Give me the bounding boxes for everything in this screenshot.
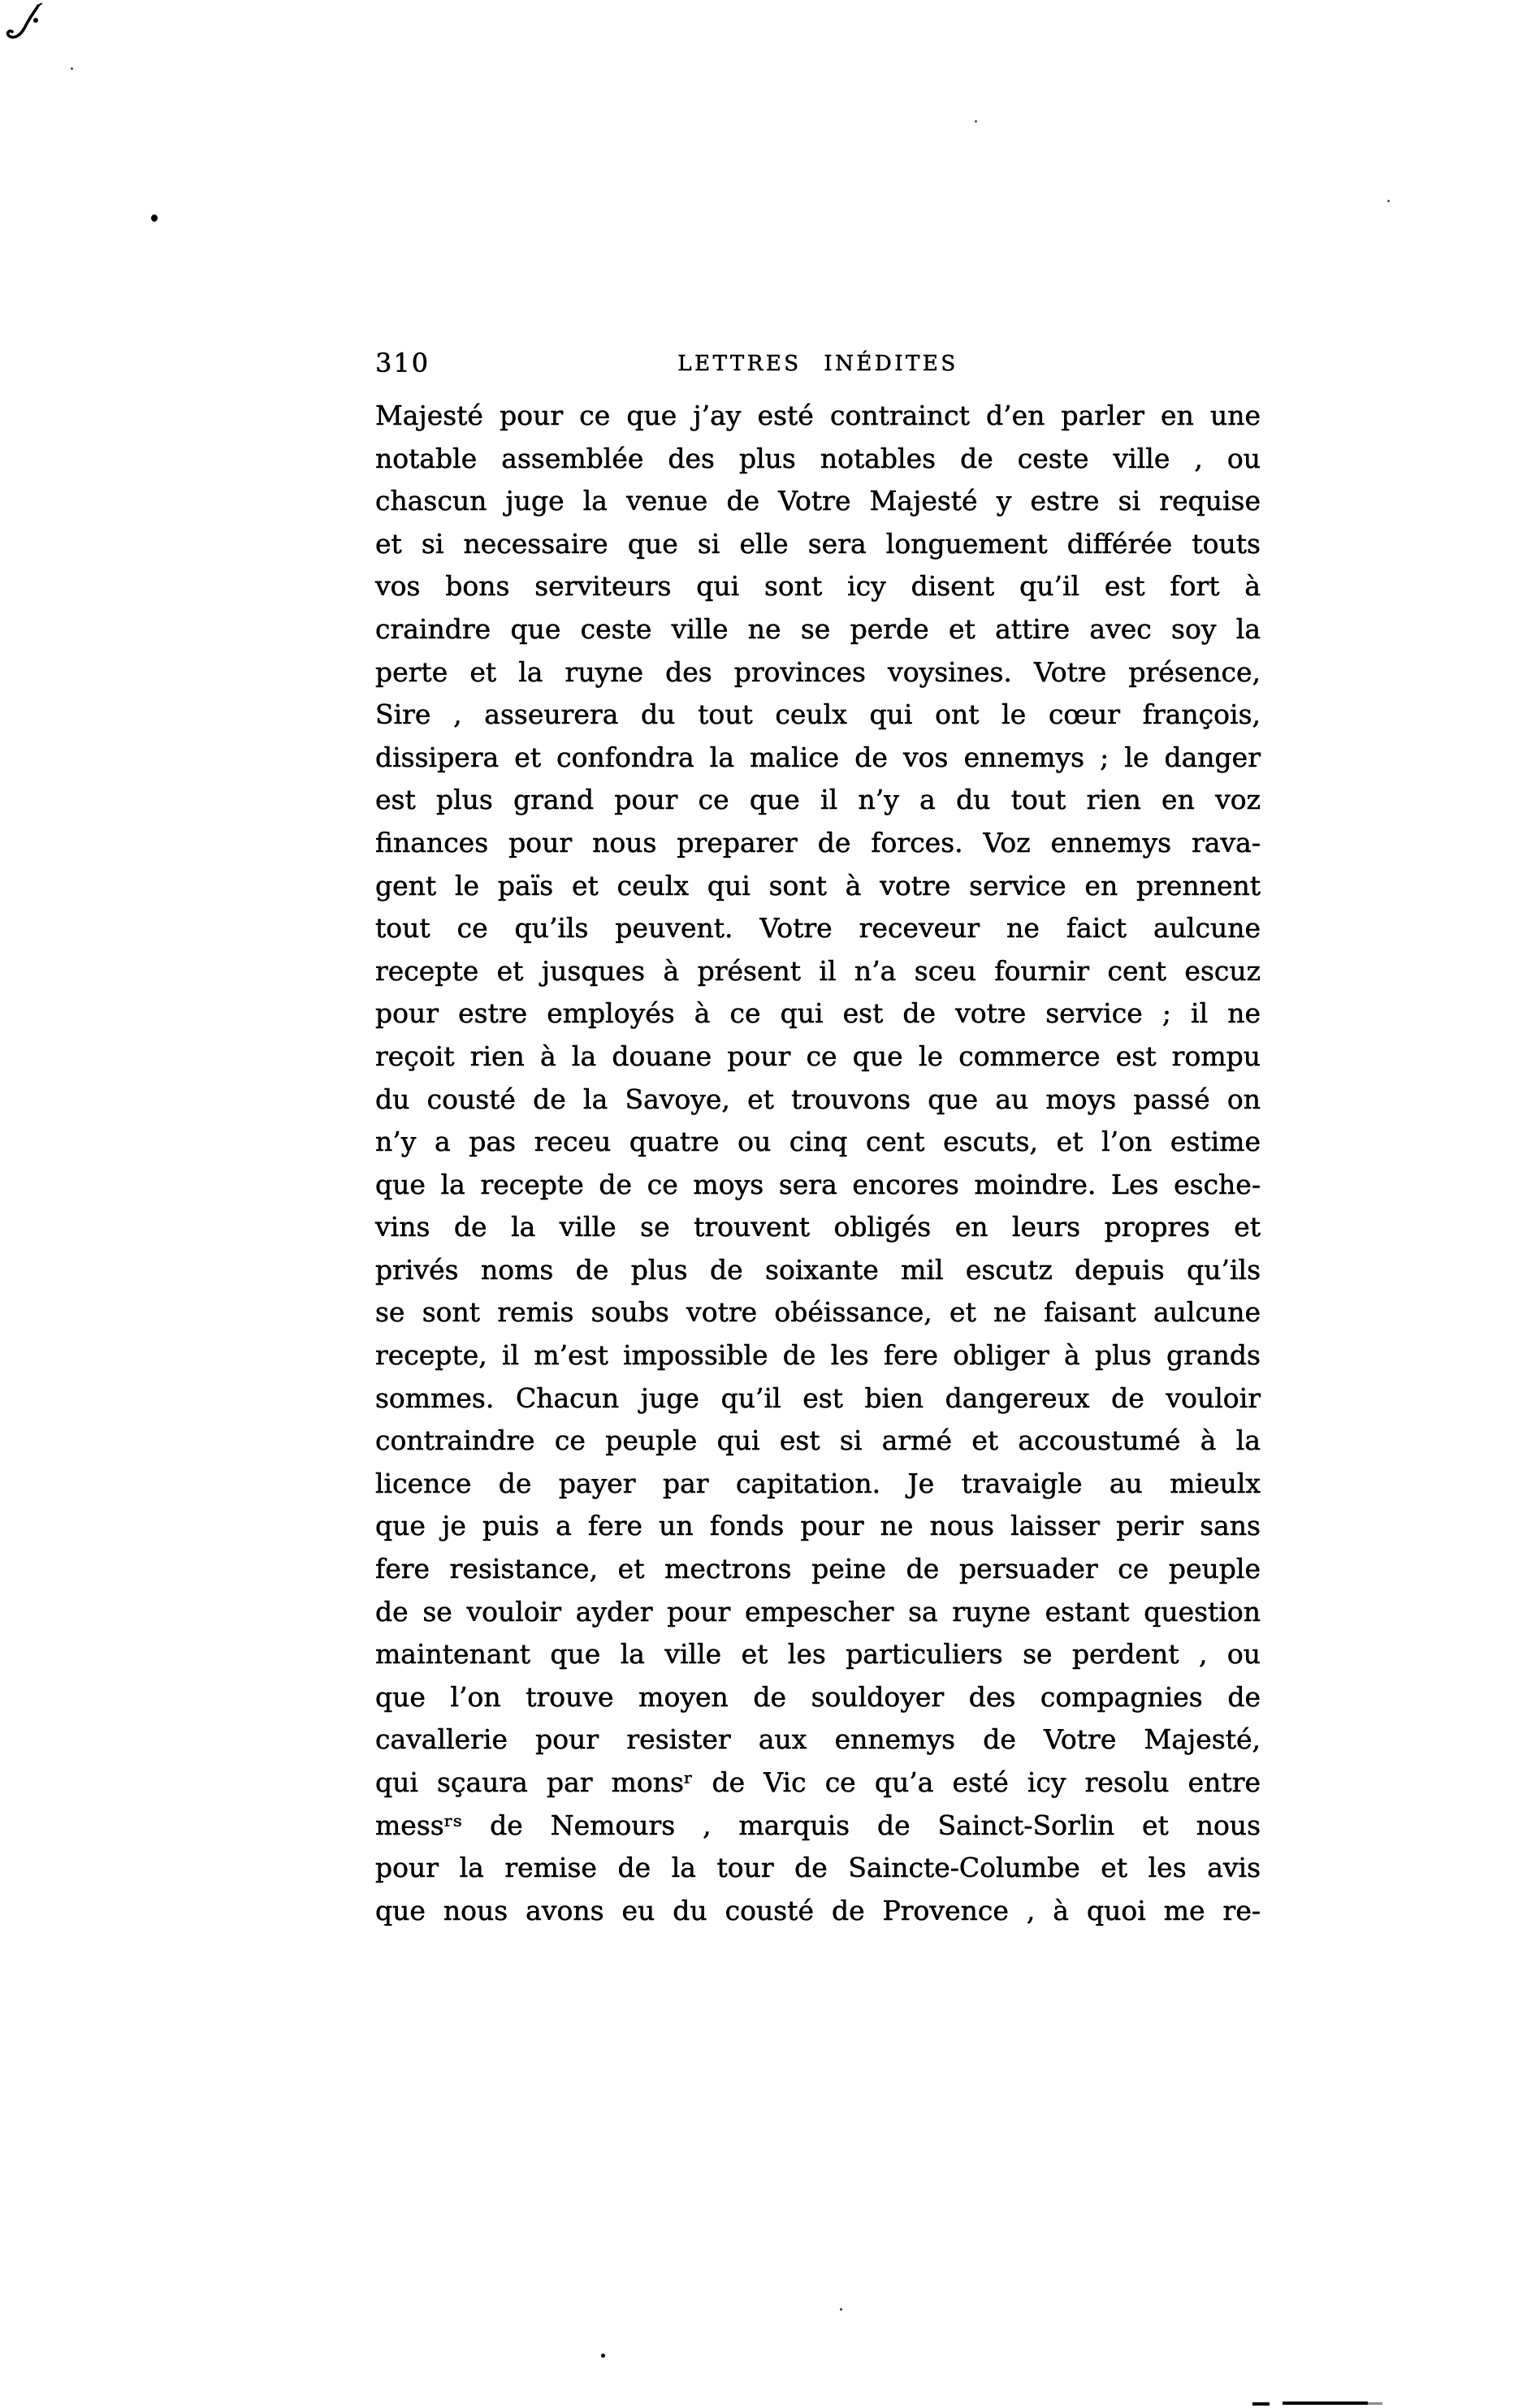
ink-speck <box>1387 200 1390 202</box>
text-line: Sire , asseurera du tout ceulx qui ont le cœur françois, <box>375 698 1261 731</box>
ink-speck <box>71 67 73 70</box>
text-line: Majesté pour ce que j’ay esté contrainct d’en parler en une <box>375 400 1261 431</box>
ink-speck <box>33 18 38 23</box>
text-line: qui sçaura par monsʳ de Vic ce qu’a esté icy resolu entre <box>375 1766 1261 1798</box>
text-line: que l’on trouve moyen de souldoyer des compagnies de <box>375 1680 1261 1713</box>
text-line: que nous avons eu du cousté de Provence , à quoi me re- <box>375 1894 1261 1926</box>
text-line: finances pour nous preparer de forces. Voz ennemys rava- <box>375 826 1261 858</box>
page-number: 310 <box>375 348 430 378</box>
text-line: vos bons serviteurs qui sont icy disent qu’il est fort à <box>375 570 1261 603</box>
handwritten-flourish-mark <box>2 2 45 45</box>
text-line: que la recepte de ce moys sera encores moindre. Les esche- <box>375 1168 1261 1200</box>
text-line: sommes. Chacun juge qu’il est bien dangereux de vouloir <box>375 1381 1261 1414</box>
text-line: vins de la ville se trouvent obligés en leurs propres et <box>375 1211 1261 1243</box>
text-line: cavallerie pour resister aux ennemys de Votre Majesté, <box>375 1723 1261 1756</box>
ink-speck <box>840 2308 842 2311</box>
scan-artifact-line <box>1283 2402 1368 2405</box>
text-line: dissipera et confondra la malice de vos ennemys ; le danger <box>375 741 1261 773</box>
text-line: maintenant que la ville et les particuliers se perdent , ou <box>375 1638 1261 1671</box>
text-line: pour estre employés à ce qui est de votre service ; il ne <box>375 997 1261 1030</box>
text-line: messʳˢ de Nemours , marquis de Sainct-Sorlin et nous <box>375 1809 1261 1841</box>
text-line: recepte et jusques à présent il n’a sceu fournir cent escuz <box>375 954 1261 987</box>
text-line: licence de payer par capitation. Je travaigle au mieulx <box>375 1467 1261 1499</box>
text-line: reçoit rien à la douane pour ce que le commerce est rompu <box>375 1040 1261 1072</box>
running-title: LETTRES INÉDITES <box>677 352 958 376</box>
page-text <box>375 395 1261 1932</box>
text-line: privés noms de plus de soixante mil escutz depuis qu’ils <box>375 1253 1261 1286</box>
text-line: que je puis a fere un fonds pour ne nous laisser perir sans <box>375 1510 1261 1542</box>
text-line: recepte, il m’est impossible de les fere obliger à plus grands <box>375 1339 1261 1372</box>
ink-speck <box>601 2354 605 2358</box>
text-line: n’y a pas receu quatre ou cinq cent escuts, et l’on estime <box>375 1126 1261 1158</box>
text-line: tout ce qu’ils peuvent. Votre receveur ne faict aulcune <box>375 912 1261 945</box>
text-line: craindre que ceste ville ne se perde et attire avec soy la <box>375 612 1261 645</box>
text-line: contraindre ce peuple qui est si armé et accoustumé à la <box>375 1424 1261 1457</box>
text-line: notable assemblée des plus notables de ceste ville , ou <box>375 442 1261 474</box>
ink-speck <box>975 120 977 123</box>
text-line: chascun juge la venue de Votre Majesté y estre si requise <box>375 485 1261 517</box>
text-line: se sont remis soubs votre obéissance, et ne faisant aulcune <box>375 1296 1261 1329</box>
text-line: est plus grand pour ce que il n’y a du tout rien en voz <box>375 784 1261 816</box>
text-line: du cousté de la Savoye, et trouvons que au moys passé on <box>375 1083 1261 1115</box>
text-line: gent le païs et ceulx qui sont à votre service en prennent <box>375 869 1261 901</box>
text-line: fere resistance, et mectrons peine de persuader ce peuple <box>375 1553 1261 1585</box>
text-line: pour la remise de la tour de Saincte-Columbe et les avis <box>375 1852 1261 1884</box>
text-line: de se vouloir ayder pour empescher sa ruyne estant question <box>375 1595 1261 1628</box>
scan-artifact-line <box>1252 2402 1270 2406</box>
scan-artifact-line <box>1368 2402 1382 2405</box>
text-line: perte et la ruyne des provinces voysines. Votre présence, <box>375 655 1261 688</box>
ink-speck <box>151 214 158 222</box>
text-line: et si necessaire que si elle sera longuement différée touts <box>375 527 1261 560</box>
